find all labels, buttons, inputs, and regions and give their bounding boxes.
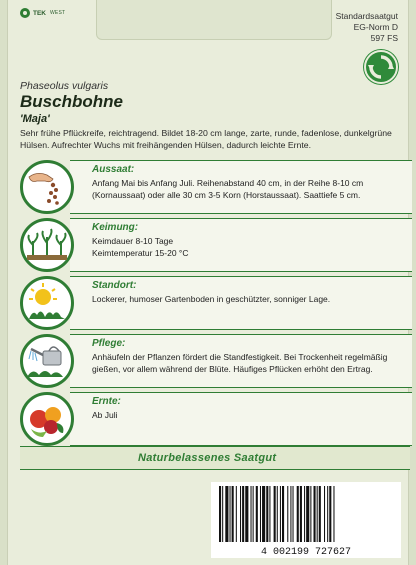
section-text: Anhäufeln der Pflanzen fördert die Standfestigkeit. Bei Trockenheit regelmäßig gießen, vor allem während der Blüte. Häufiges Pflücken erhöht den Ertrag. — [92, 352, 388, 374]
natural-seed-label: Naturbelassenes Saatgut — [138, 452, 277, 464]
barcode-number: 4 002199 727627 — [260, 547, 352, 558]
barcode-bar — [262, 486, 265, 542]
sun-plant-icon — [20, 276, 74, 330]
leaf-logo-icon — [20, 8, 30, 18]
seedlings-icon — [20, 218, 74, 272]
barcode-bar — [282, 486, 284, 542]
standard-info — [336, 11, 398, 44]
barcode-bar — [253, 486, 254, 542]
barcode-bar — [260, 486, 261, 542]
barcode-bar — [304, 486, 305, 542]
section-text: Lockerer, humoser Gartenboden in geschützter, sonniger Lage. — [92, 294, 331, 304]
barcode-bar — [269, 486, 270, 542]
barcode-bar — [319, 486, 321, 542]
barcode-bar — [329, 486, 331, 542]
natural-seed-banner — [20, 446, 410, 470]
section-standort — [20, 276, 410, 330]
barcode-bar — [327, 486, 328, 542]
section-heading: Keimung: — [92, 222, 139, 233]
barcode-bar — [306, 486, 309, 542]
latin-name: Phaseolus vulgaris — [20, 80, 109, 92]
section-text: Anfang Mai bis Anfang Juli. Reihenabstand 40 cm, in der Reihe 8-10 cm (Kornaussaat) oder alle 30 cm 3-5 Korn (Horstaussaat). Saattiefe 5 cm. — [92, 178, 364, 200]
green-dot-recycling-icon — [364, 50, 398, 84]
product-description: Sehr frühe Pflückreife, reichtragend. Bildet 18-20 cm lange, zarte, runde, fadenlose, dunkelgrüne Hülsen. Aufrechter Wuchs mit freihängenden Hülsen, dadurch leichte Ernte. — [20, 128, 392, 150]
brand-name: TEK — [33, 9, 46, 17]
standard-line-2: EG-Norm D — [353, 22, 398, 32]
section-line: Keimtemperatur 15-20 °C — [92, 247, 189, 258]
section-heading: Pflege: — [92, 338, 126, 349]
standard-line-1: Standardsaatgut — [335, 11, 398, 21]
barcode-bar — [277, 486, 278, 542]
barcode-bar — [232, 486, 234, 542]
barcode-bar — [293, 486, 294, 542]
barcode-bar — [219, 486, 221, 542]
barcode-bar — [266, 486, 268, 542]
barcode-bar — [314, 486, 316, 542]
seed-packet-back — [7, 0, 409, 565]
section-heading: Ernte: — [92, 396, 121, 407]
barcode-bar — [280, 486, 281, 542]
barcode-bar — [236, 486, 237, 542]
variety-name: 'Maja' — [20, 113, 50, 125]
section-pflege — [20, 334, 410, 388]
barcode-bar — [297, 486, 299, 542]
barcode-bar — [245, 486, 248, 542]
barcode-bar — [300, 486, 302, 542]
brand-sub: WEST — [50, 10, 66, 16]
product-title: Buschbohne — [20, 92, 123, 111]
standard-line-3: 597 FS — [370, 33, 398, 43]
barcode-bar — [225, 486, 228, 542]
packet-flap — [96, 0, 332, 40]
barcode-bar — [324, 486, 325, 542]
barcode-bar — [287, 486, 288, 542]
barcode-bar — [222, 486, 223, 542]
section-aussaat — [20, 160, 410, 214]
barcode-bar — [274, 486, 276, 542]
barcode-bar — [240, 486, 241, 542]
barcode-bar — [317, 486, 318, 542]
barcode-bar — [251, 486, 252, 542]
barcode-bar — [333, 486, 334, 542]
barcode-bar — [256, 486, 258, 542]
watering-can-icon — [20, 334, 74, 388]
section-text: Ab Juli — [92, 410, 118, 420]
barcode-bar — [230, 486, 231, 542]
section-heading: Aussaat: — [92, 164, 135, 175]
barcode-bar — [242, 486, 244, 542]
section-ernte — [20, 392, 410, 446]
section-keimung — [20, 218, 410, 272]
brand-logo — [20, 8, 65, 18]
barcode-bar — [290, 486, 291, 542]
barcode-bars — [211, 482, 401, 558]
section-heading: Standort: — [92, 280, 137, 291]
section-line: Keimdauer 8-10 Tage — [92, 236, 174, 246]
barcode — [211, 482, 401, 558]
sowing-hand-icon — [20, 160, 74, 214]
vegetables-icon — [20, 392, 74, 446]
barcode-bar — [310, 486, 311, 542]
section-text — [92, 236, 408, 259]
